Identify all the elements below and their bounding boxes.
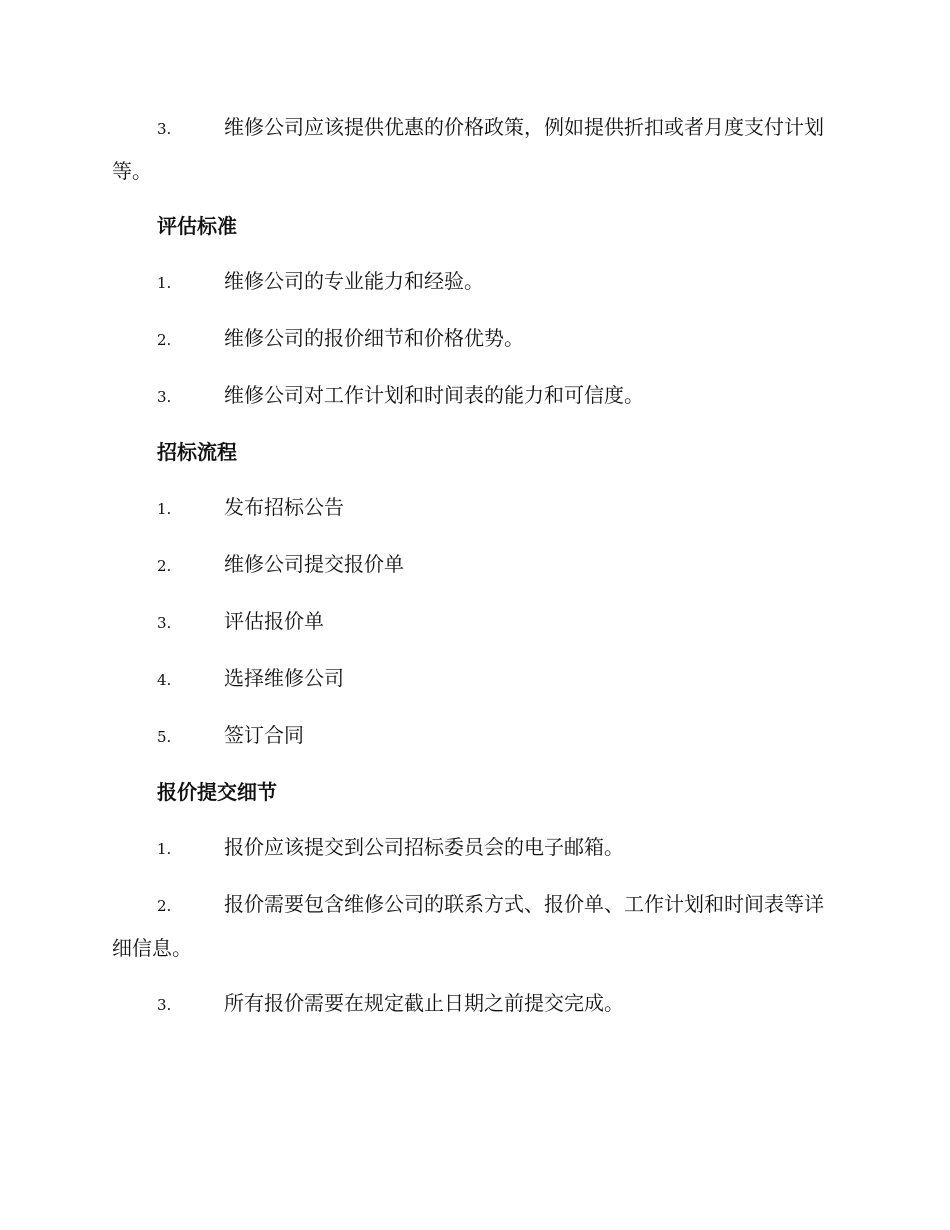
list-item bbox=[112, 714, 836, 758]
list-item bbox=[112, 106, 836, 192]
item-text: 维修公司应该提供优惠的价格政策，例如提供折扣或者月度支付计划等。 bbox=[112, 115, 824, 183]
item-text: 报价应该提交到公司招标委员会的电子邮箱。 bbox=[224, 835, 624, 859]
item-text: 报价需要包含维修公司的联系方式、报价单、工作计划和时间表等详细信息。 bbox=[112, 892, 824, 960]
list-item bbox=[112, 982, 836, 1026]
list-item bbox=[112, 883, 836, 969]
item-number: 5. bbox=[157, 728, 172, 746]
item-text: 维修公司的专业能力和经验。 bbox=[224, 269, 484, 293]
list-item bbox=[112, 486, 836, 530]
item-number: 2. bbox=[157, 557, 172, 575]
item-text: 所有报价需要在规定截止日期之前提交完成。 bbox=[224, 991, 624, 1015]
document-page bbox=[112, 106, 836, 1039]
item-text: 维修公司对工作计划和时间表的能力和可信度。 bbox=[224, 383, 644, 407]
item-number: 3. bbox=[157, 614, 172, 632]
item-number: 3. bbox=[157, 388, 172, 406]
list-item bbox=[112, 374, 836, 418]
list-item bbox=[112, 260, 836, 304]
item-text: 维修公司提交报价单 bbox=[224, 552, 404, 576]
list-item bbox=[112, 826, 836, 870]
item-number: 3. bbox=[157, 120, 172, 138]
item-number: 1. bbox=[157, 274, 172, 292]
item-text: 发布招标公告 bbox=[224, 495, 344, 519]
item-text: 签订合同 bbox=[224, 723, 304, 747]
item-number: 3. bbox=[157, 996, 172, 1014]
list-item bbox=[112, 317, 836, 361]
item-text: 选择维修公司 bbox=[224, 666, 344, 690]
section-heading-bidding-process: 招标流程 bbox=[157, 440, 237, 464]
item-number: 2. bbox=[157, 331, 172, 349]
section-heading-quote-submission-details: 报价提交细节 bbox=[157, 780, 277, 804]
item-text: 评估报价单 bbox=[224, 609, 324, 633]
item-number: 2. bbox=[157, 897, 172, 915]
item-number: 1. bbox=[157, 500, 172, 518]
list-item bbox=[112, 543, 836, 587]
list-item bbox=[112, 657, 836, 701]
list-item bbox=[112, 600, 836, 644]
item-text: 维修公司的报价细节和价格优势。 bbox=[224, 326, 524, 350]
item-number: 1. bbox=[157, 840, 172, 858]
item-number: 4. bbox=[157, 671, 172, 689]
section-heading-evaluation-criteria: 评估标准 bbox=[157, 214, 237, 238]
